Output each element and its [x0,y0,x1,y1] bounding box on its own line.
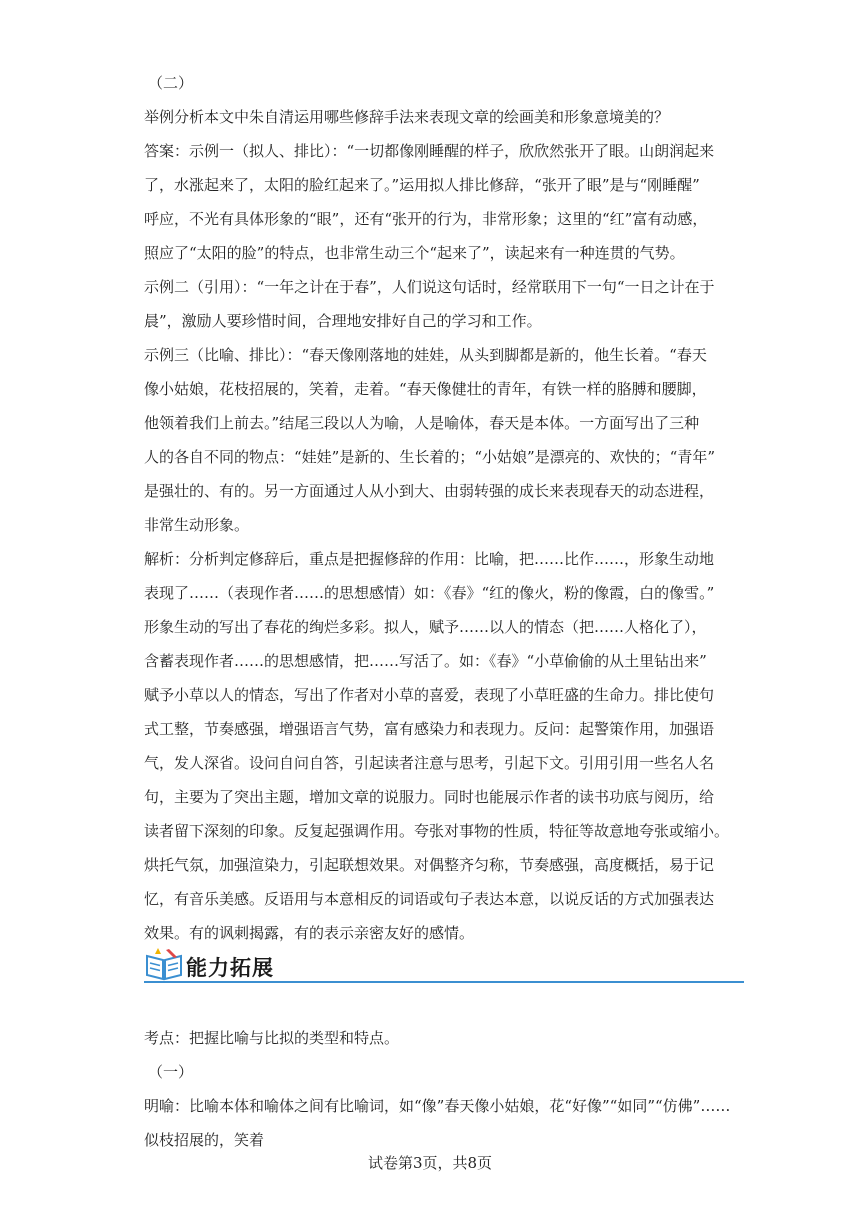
section-banner [144,946,744,986]
answer-section [144,66,734,950]
simile-line: 明喻：比喻本体和喻体之间有比喻词，如“像”春天像小姑娘，花“好像”“如同”“仿佛”…… [144,1097,731,1115]
answer-line: 是强壮的、有的。另一方面通过人从小到大、由弱转强的成长来表现春天的动态进程， [144,482,715,500]
section-heading: （一） [148,1063,194,1081]
answer-line: 了，水涨起来了，太阳的脸红起来了。”运用拟人排比修辞，“张开了眼”是与“刚睡醒” [144,176,700,194]
page-footer: 试卷第3页，共8页 [367,1154,493,1172]
analysis-line: 解析：分析判定修辞后，重点是把握修辞的作用：比喻，把……比作……，形象生动地 [144,550,715,568]
answer-line: 照应了“太阳的脸”的特点，也非常生动三个“起来了”，读起来有一种连贯的气势。 [144,244,685,262]
extension-section [144,1021,734,1157]
analysis-line: 形象生动的写出了春花的绚烂多彩。拟人，赋予……以人的情态（把……人格化了）， [144,618,707,636]
answer-line: 人的各自不同的物点：“娃娃”是新的、生长着的；“小姑娘”是漂亮的、欢快的；“青年” [144,448,716,466]
analysis-line: 表现了……（表现作者……的思想感情）如：《春》“红的像火，粉的像霞，白的像雪。” [144,584,715,602]
question-text: 举例分析本文中朱自清运用哪些修辞手法来表现文章的绘画美和形象意境美的？ [144,108,670,126]
analysis-line: 忆，有音乐美感。反语用与本意相反的词语或句子表达本意，以说反话的方式加强表达 [144,890,715,908]
simile-line: 似枝招展的，笑着 [144,1131,265,1149]
analysis-line: 气，发人深省。设问自问自答，引起读者注意与思考，引起下文。引用引用一些名人名 [144,754,715,772]
analysis-line: 式工整，节奏感强，增强语言气势，富有感染力和表现力。反问：起警策作用，加强语 [144,720,715,738]
answer-line: 示例三（比喻、排比）：“春天像刚落地的娃娃，从头到脚都是新的，他生长着。“春天 [144,346,707,364]
answer-line: 他领着我们上前去。”结尾三段以人为喻，人是喻体，春天是本体。一方面写出了三种 [144,414,700,432]
answer-line: 示例二（引用）：“一年之计在于春”，人们说这句话时，经常联用下一句“一日之计在于 [144,278,715,296]
answer-line: 非常生动形象。 [144,516,250,534]
analysis-line: 读者留下深刻的印象。反复起强调作用。夸张对事物的性质，特征等故意地夸张或缩小。 [144,822,730,840]
answer-line: 晨”，激励人要珍惜时间，合理地安排好自己的学习和工作。 [144,312,542,330]
analysis-line: 赋予小草以人的情态，写出了作者对小草的喜爱，表现了小草旺盛的生命力。排比使句 [144,686,715,704]
banner-underline [144,981,744,983]
book-icon [144,946,184,982]
exam-point-line: 考点：把握比喻与比拟的类型和特点。 [144,1029,400,1047]
analysis-line: 烘托气氛，加强渲染力，引起联想效果。对偶整齐匀称，节奏感强，高度概括，易于记 [144,856,715,874]
banner-title: 能力拓展 [186,956,274,980]
answer-line: 呼应，不光有具体形象的“眼”，还有“张开的行为，非常形象；这里的“红”富有动感， [144,210,708,228]
answer-line: 答案：示例一（拟人、排比）：“一切都像刚睡醒的样子，欣欣然张开了眼。山朗润起来 [144,142,715,160]
analysis-line: 句，主要为了突出主题，增加文章的说服力。同时也能展示作者的读书功底与阅历，给 [144,788,715,806]
section-heading: （二） [148,74,194,92]
analysis-line: 效果。有的讽刺揭露，有的表示亲密友好的感情。 [144,924,475,942]
analysis-line: 含蓄表现作者……的思想感情，把……写活了。如：《春》“小草偷偷的从土里钻出来” [144,652,707,670]
answer-line: 像小姑娘，花枝招展的，笑着，走着。“春天像健壮的青年，有铁一样的胳膊和腰脚， [144,380,707,398]
